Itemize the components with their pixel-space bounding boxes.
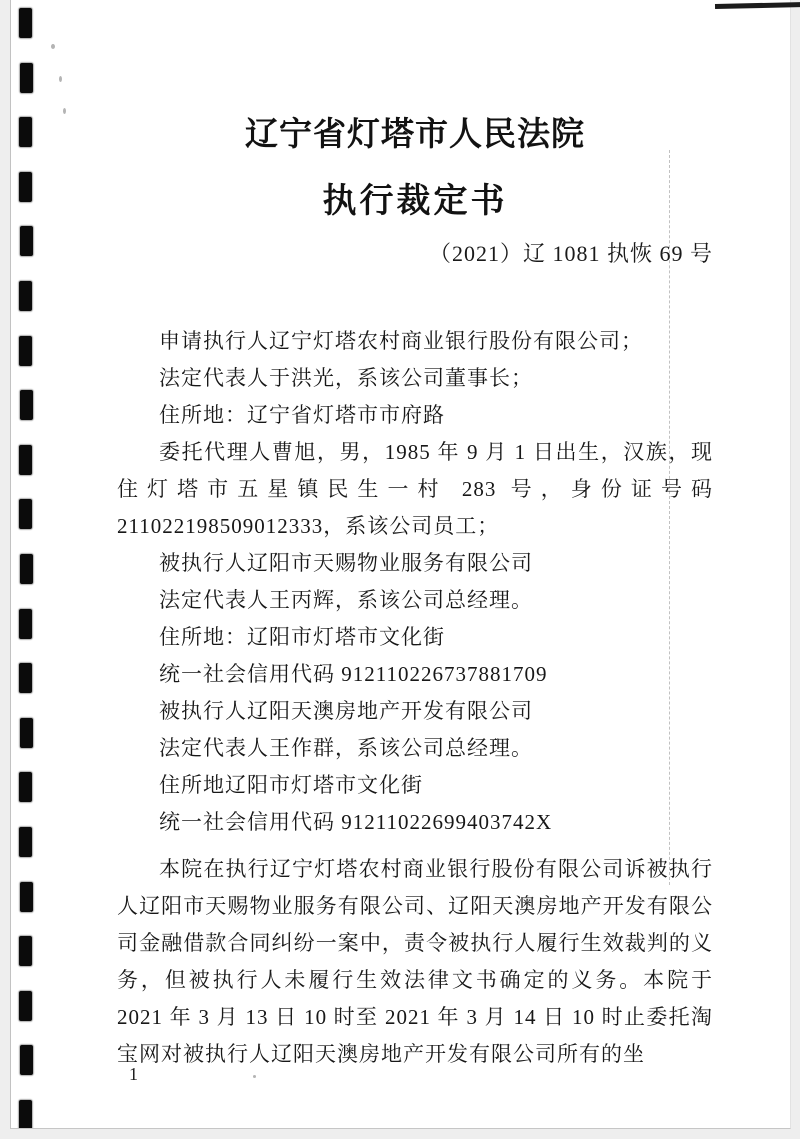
court-name: 辽宁省灯塔市人民法院 bbox=[245, 117, 585, 153]
scan-speck bbox=[59, 76, 62, 82]
binding-hole bbox=[19, 1100, 32, 1129]
document-body bbox=[117, 323, 713, 1073]
binding-hole bbox=[19, 499, 32, 529]
binding-hole bbox=[20, 226, 33, 256]
body-paragraph: 法定代表人王作群，系该公司总经理。 bbox=[159, 736, 533, 760]
binding-hole bbox=[19, 445, 32, 475]
binding-hole bbox=[20, 390, 33, 420]
binding-hole bbox=[19, 8, 32, 38]
scan-speck bbox=[63, 108, 66, 114]
body-paragraph: 法定代表人王丙辉，系该公司总经理。 bbox=[159, 588, 533, 612]
binding-hole bbox=[20, 554, 33, 584]
body-paragraph: 被执行人辽阳市天赐物业服务有限公司 bbox=[159, 551, 533, 575]
binding-hole bbox=[19, 281, 32, 311]
binding-holes-strip bbox=[11, 0, 51, 1128]
body-paragraph: 住所地：辽阳市灯塔市文化街 bbox=[159, 625, 445, 649]
binding-hole bbox=[19, 336, 32, 366]
document-page bbox=[10, 0, 791, 1129]
binding-hole bbox=[19, 772, 32, 802]
binding-hole bbox=[19, 172, 32, 202]
scan-speck bbox=[51, 44, 55, 49]
binding-hole bbox=[19, 117, 32, 147]
body-paragraph: 本院在执行辽宁灯塔农村商业银行股份有限公司诉被执行人辽阳市天赐物业服务有限公司、辽阳天澳房地产开发有限公司金融借款合同纠纷一案中，责令被执行人履行生效裁判的义务，但被执行人未履行生效法律文书确定的义务。本院于 2021 年 3 月 13 日 10 时至 2021 年 3 月 14 日 10 时止委托淘宝网对被执行人辽阳天澳房地产开发有限公司所有的坐 bbox=[117, 857, 713, 1066]
binding-hole bbox=[19, 663, 32, 693]
body-paragraph: 住所地：辽宁省灯塔市市府路 bbox=[159, 403, 445, 427]
body-paragraph: 申请执行人辽宁灯塔农村商业银行股份有限公司； bbox=[159, 329, 643, 353]
case-number: （2021）辽 1081 执恢 69 号 bbox=[428, 241, 713, 266]
body-paragraph: 委托代理人曹旭，男，1985 年 9 月 1 日出生，汉族，现住灯塔市五星镇民生一村 283 号，身份证号码 211022198509012333，系该公司员工； bbox=[117, 440, 713, 538]
binding-hole bbox=[20, 882, 33, 912]
body-paragraph: 住所地辽阳市灯塔市文化街 bbox=[159, 773, 423, 797]
document-content bbox=[117, 0, 713, 1073]
body-paragraph: 法定代表人于洪光，系该公司董事长； bbox=[159, 366, 533, 390]
binding-hole bbox=[19, 609, 32, 639]
body-paragraph: 统一社会信用代码 91211022699403742X bbox=[159, 810, 553, 834]
body-paragraph: 统一社会信用代码 912110226737881709 bbox=[159, 662, 548, 686]
binding-hole bbox=[19, 936, 32, 966]
scan-speck bbox=[253, 1075, 256, 1078]
binding-hole bbox=[19, 827, 32, 857]
body-paragraph: 被执行人辽阳天澳房地产开发有限公司 bbox=[159, 699, 533, 723]
binding-hole bbox=[19, 991, 32, 1021]
binding-hole bbox=[20, 1045, 33, 1075]
document-title: 执行裁定书 bbox=[322, 183, 508, 220]
binding-hole bbox=[20, 718, 33, 748]
binding-hole bbox=[20, 63, 33, 93]
page-number: 1 bbox=[129, 1064, 138, 1084]
